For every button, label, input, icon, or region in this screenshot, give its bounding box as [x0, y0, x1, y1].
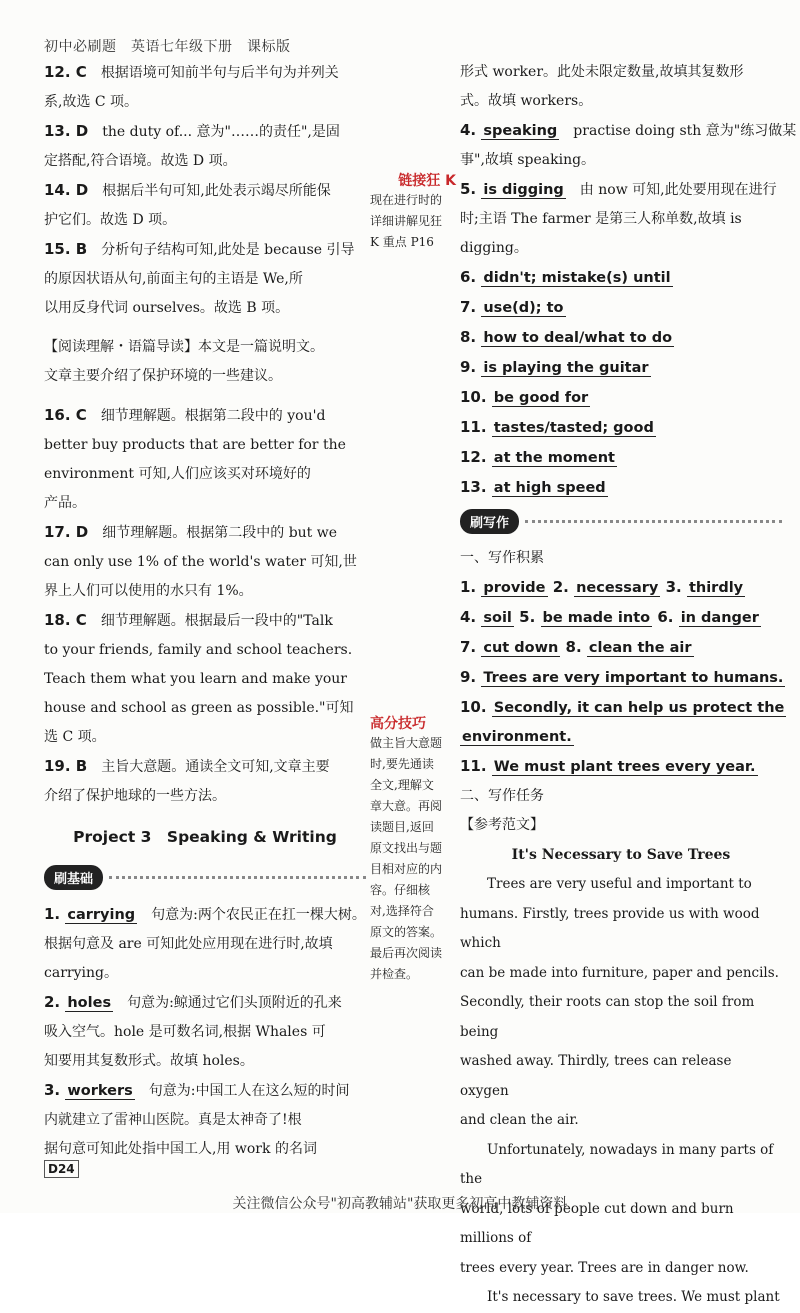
answer-line: [460, 263, 782, 293]
writing-section-tag: 刷写作: [460, 509, 519, 534]
answer-line: [44, 665, 366, 694]
filled-answer: in danger: [680, 610, 759, 626]
filled-answer: carrying: [67, 907, 136, 923]
reading-intro-1: 【阅读理解・语篇导读】本文是一篇说明文。: [44, 339, 324, 355]
answer-line: [44, 235, 366, 265]
answer-line: [44, 1135, 366, 1164]
explanation-text: 细节理解题。根据第二段中的 you'd: [100, 408, 326, 424]
answer-line: [44, 401, 366, 431]
answer-line: [44, 1076, 366, 1106]
question-number: 13. D: [44, 122, 89, 140]
writing-answer-line: [460, 633, 782, 663]
explanation-text: 主旨大意题。通读全文可知,文章主要: [101, 759, 330, 775]
explanation-text: practise doing sth 意为"练习做某: [559, 123, 797, 139]
running-header: 初中必刷题 英语七年级下册 课标版: [44, 39, 291, 55]
answer-line: [44, 176, 366, 206]
right-column: [460, 58, 797, 1313]
answer-line: [44, 606, 366, 636]
writing-answer-line: [460, 603, 782, 633]
answer-line: [44, 752, 366, 782]
writing-answers: [460, 573, 785, 782]
filled-answer: We must plant trees every year.: [493, 759, 756, 775]
explanation-text: 细节理解题。根据最后一段中的"Talk: [100, 613, 333, 629]
question-number: 5.: [460, 180, 482, 198]
answer-line: [44, 206, 366, 235]
question-number: 16. C: [44, 406, 87, 424]
explanation-text: 根据句意及 are 可知此处应用现在进行时,故填: [44, 936, 333, 952]
page-number: D24: [44, 1160, 79, 1178]
question-number: 17. D: [44, 523, 89, 541]
answer-line: [44, 988, 366, 1018]
answer-line: [44, 265, 366, 294]
note-line: 现在进行时的: [370, 193, 443, 207]
question-number: 12. C: [44, 63, 87, 81]
question-number: 11.: [460, 757, 492, 775]
explanation-text: to your friends, family and school teachers.: [44, 642, 353, 658]
explanation-text: 句意为:鲸通过它们头顶附近的孔来: [113, 995, 342, 1011]
question-number: 10.: [460, 698, 492, 716]
answer-line: [460, 353, 782, 383]
writing-heading-1: 一、写作积累: [460, 550, 544, 566]
explanation-text: 根据语境可知前半句与后半句为并列关: [100, 65, 339, 81]
basic-section-banner: [44, 865, 366, 890]
answer-line: [44, 88, 366, 117]
reading-answers: [44, 401, 366, 811]
note-line: 读题目,返回: [370, 820, 434, 834]
essay-line: Unfortunately, nowadays in many parts of the: [460, 1141, 774, 1187]
explanation-text: 据句意可知此处指中国工人,用 work 的名词: [44, 1141, 317, 1157]
essay-line: It's necessary to save trees. We must plant: [487, 1289, 780, 1305]
filled-answer: soil: [483, 610, 512, 626]
explanation-text: 吸入空气。hole 是可数名词,根据 Whales 可: [44, 1024, 326, 1040]
explanation-text: the duty of... 意为"……的责任",是固: [102, 124, 340, 140]
writing-answer-line: [460, 573, 782, 603]
question-number: 7.: [460, 298, 482, 316]
answer-line: [44, 58, 366, 88]
note-line: 章大意。再阅: [370, 799, 443, 813]
filled-answer: speaking: [483, 123, 558, 139]
note-line: 做主旨大意题: [370, 736, 443, 750]
filled-answer: clean the air: [588, 640, 692, 656]
explanation-text: digging。: [460, 240, 528, 256]
note-line: 并检查。: [370, 967, 419, 981]
continued-line: 式。故填 workers。: [460, 93, 593, 109]
left-column: [44, 58, 366, 1164]
essay-body: [460, 870, 782, 1313]
essay-line: can be made into furniture, paper and pencils.: [460, 964, 779, 981]
essay-line: Trees are very useful and important to: [487, 876, 752, 892]
continued-explanation: [460, 58, 782, 116]
filled-answer: is playing the guitar: [483, 360, 649, 376]
answer-line: [44, 577, 366, 606]
filled-answer: necessary: [576, 580, 659, 596]
answer-line: [44, 489, 366, 518]
answer-line: [460, 234, 782, 263]
filled-answer: how to deal/what to do: [483, 330, 673, 346]
filled-answer: be made into: [542, 610, 651, 626]
note-line: K 重点 P16: [370, 235, 434, 249]
filled-answer: use(d); to: [483, 300, 564, 316]
note-line: 对,选择符合: [370, 904, 434, 918]
explanation-text: 分析句子结构可知,此处是 because 引导: [101, 242, 355, 258]
explanation-text: 内就建立了雷神山医院。真是太神奇了!根: [44, 1112, 302, 1128]
explanation-text: 产品。: [44, 495, 86, 511]
explanation-text: 句意为:中国工人在这么短的时间: [134, 1083, 350, 1099]
essay-line: Secondly, their roots can stop the soil from being: [460, 994, 755, 1040]
dotted-divider: [109, 876, 366, 879]
explanation-text: house and school as green as possible."可知: [44, 700, 354, 716]
question-number: 2.: [44, 993, 66, 1011]
choice-answers: [44, 58, 366, 323]
explanation-text: 界上人们可以使用的水只有 1%。: [44, 583, 253, 599]
question-number: 19. B: [44, 757, 88, 775]
tip-score-title: 高分技巧: [370, 716, 426, 732]
explanation-text: 系,故选 C 项。: [44, 94, 139, 110]
explanation-text: 以用反身代词 ourselves。故选 B 项。: [44, 300, 290, 316]
explanation-text: environment 可知,人们应该买对环境好的: [44, 466, 311, 482]
tip-link-title: 链接狂 K: [398, 173, 456, 189]
filled-answer: thirdly: [688, 580, 744, 596]
answer-line: [44, 1047, 366, 1076]
filled-answer: Secondly, it can help us protect the: [493, 700, 785, 716]
explanation-text: 句意为:两个农民正在扛一棵大树。: [137, 907, 366, 923]
note-line: 最后再次阅读: [370, 946, 443, 960]
writing-heading-2: 二、写作任务: [460, 788, 544, 804]
answer-line: [44, 548, 366, 577]
explanation-text: Teach them what you learn and make your: [44, 671, 348, 687]
footer-note: 关注微信公众号"初高教辅站"获取更多初高中教辅资料: [232, 1196, 568, 1212]
essay-line: and clean the air.: [460, 1112, 579, 1128]
answer-line: [44, 1018, 366, 1047]
question-number: 3.: [660, 578, 687, 596]
note-line: 详细讲解见狂: [370, 214, 443, 228]
answer-line: [44, 694, 366, 723]
filled-answer: environment.: [462, 729, 572, 745]
explanation-text: carrying。: [44, 965, 118, 981]
writing-answer-line: [460, 693, 785, 723]
note-line: 时,要先通读: [370, 757, 434, 771]
explanation-text: 由 now 可知,此处要用现在进行: [565, 182, 777, 198]
filled-answer: provide: [483, 580, 546, 596]
note-line: 全文,理解文: [370, 778, 434, 792]
question-number: 9.: [460, 668, 482, 686]
tip-score-body: [370, 733, 456, 985]
writing-section-banner: [460, 509, 782, 534]
question-number: 6.: [652, 608, 679, 626]
writing-answer-line: [460, 663, 782, 693]
question-number: 12.: [460, 448, 492, 466]
answer-line: [44, 723, 366, 752]
question-number: 15. B: [44, 240, 88, 258]
question-number: 4.: [460, 608, 482, 626]
filled-answer: at high speed: [493, 480, 606, 496]
explanation-text: 细节理解题。根据第二段中的 but we: [102, 525, 338, 541]
writing-answer-line: [460, 752, 782, 782]
answer-line: [460, 293, 782, 323]
explanation-text: can only use 1% of the world's water 可知,世: [44, 554, 357, 570]
answer-line: [44, 518, 366, 548]
question-number: 18. C: [44, 611, 87, 629]
answer-line: [460, 205, 782, 234]
question-number: 11.: [460, 418, 492, 436]
note-line: 原文的答案。: [370, 925, 443, 939]
answer-line: [44, 959, 366, 988]
question-number: 8.: [460, 328, 482, 346]
explanation-text: 选 C 项。: [44, 729, 106, 745]
question-number: 5.: [513, 608, 541, 626]
filled-answer: is digging: [483, 182, 564, 198]
answer-line: [44, 900, 366, 930]
question-number: 9.: [460, 358, 482, 376]
sample-label: 【参考范文】: [460, 817, 544, 833]
question-number: 2.: [547, 578, 575, 596]
answer-line: [44, 1106, 366, 1135]
note-line: 目相对应的内: [370, 862, 443, 876]
explanation-text: 知要用其复数形式。故填 holes。: [44, 1053, 254, 1069]
question-number: 1.: [44, 905, 66, 923]
project-title: Project 3 Speaking & Writing: [73, 828, 337, 846]
basic-section-tag: 刷基础: [44, 865, 103, 890]
answer-line: [44, 294, 366, 323]
filled-answer: didn't; mistake(s) until: [483, 270, 671, 286]
answer-line: [44, 431, 366, 460]
side-notes: [370, 170, 456, 985]
explanation-text: 事",故填 speaking。: [460, 152, 596, 168]
explanation-text: 根据后半句可知,此处表示竭尽所能保: [102, 183, 331, 199]
explanation-text: 介绍了保护地球的一些方法。: [44, 788, 226, 804]
filled-answer: be good for: [493, 390, 589, 406]
essay-line: world, lots of people cut down and burn millions of: [460, 1200, 734, 1246]
continued-line: 形式 worker。此处未限定数量,故填其复数形: [460, 64, 744, 80]
explanation-text: 护它们。故选 D 项。: [44, 212, 177, 228]
dotted-divider: [525, 520, 782, 523]
essay-line: washed away. Thirdly, trees can release oxygen: [460, 1053, 732, 1099]
filled-answer: workers: [67, 1083, 133, 1099]
explanation-text: better buy products that are better for the: [44, 437, 346, 453]
note-line: 容。仔细核: [370, 883, 431, 897]
answer-line: [460, 383, 782, 413]
answer-line: [460, 473, 782, 503]
answer-line: [460, 146, 782, 175]
answer-line: [460, 116, 797, 146]
filled-answer: Trees are very important to humans.: [483, 670, 784, 686]
explanation-text: 的原因状语从句,前面主句的主语是 We,所: [44, 271, 303, 287]
fill-answers: [460, 116, 797, 503]
answer-line: [44, 117, 366, 147]
filled-answer: cut down: [483, 640, 559, 656]
question-number: 1.: [460, 578, 482, 596]
writing-answer-line: [460, 723, 782, 752]
question-number: 4.: [460, 121, 482, 139]
answer-line: [44, 460, 366, 489]
question-number: 8.: [560, 638, 587, 656]
answer-line: [44, 636, 366, 665]
filled-answer: at the moment: [493, 450, 615, 466]
answer-line: [460, 175, 782, 205]
filled-answer: holes: [67, 995, 112, 1011]
essay-line: trees every year. Trees are in danger now.: [460, 1259, 749, 1276]
basic-answers: [44, 900, 366, 1164]
question-number: 14. D: [44, 181, 89, 199]
reading-intro-2: 文章主要介绍了保护环境的一些建议。: [44, 368, 282, 384]
note-line: 原文找出与题: [370, 841, 443, 855]
explanation-text: 时;主语 The farmer 是第三人称单数,故填 is: [460, 211, 742, 227]
question-number: 10.: [460, 388, 492, 406]
answer-line: [44, 147, 366, 176]
tip-link-body: [370, 190, 456, 253]
answer-line: [44, 930, 366, 959]
question-number: 6.: [460, 268, 482, 286]
essay-title: It's Necessary to Save Trees: [511, 847, 731, 863]
answer-line: [460, 443, 782, 473]
answer-line: [460, 323, 782, 353]
filled-answer: tastes/tasted; good: [493, 420, 654, 436]
question-number: 7.: [460, 638, 482, 656]
answer-line: [460, 413, 782, 443]
essay-line: humans. Firstly, trees provide us with wood which: [460, 905, 760, 951]
question-number: 3.: [44, 1081, 66, 1099]
explanation-text: 定搭配,符合语境。故选 D 项。: [44, 153, 237, 169]
question-number: 13.: [460, 478, 492, 496]
answer-line: [44, 782, 366, 811]
